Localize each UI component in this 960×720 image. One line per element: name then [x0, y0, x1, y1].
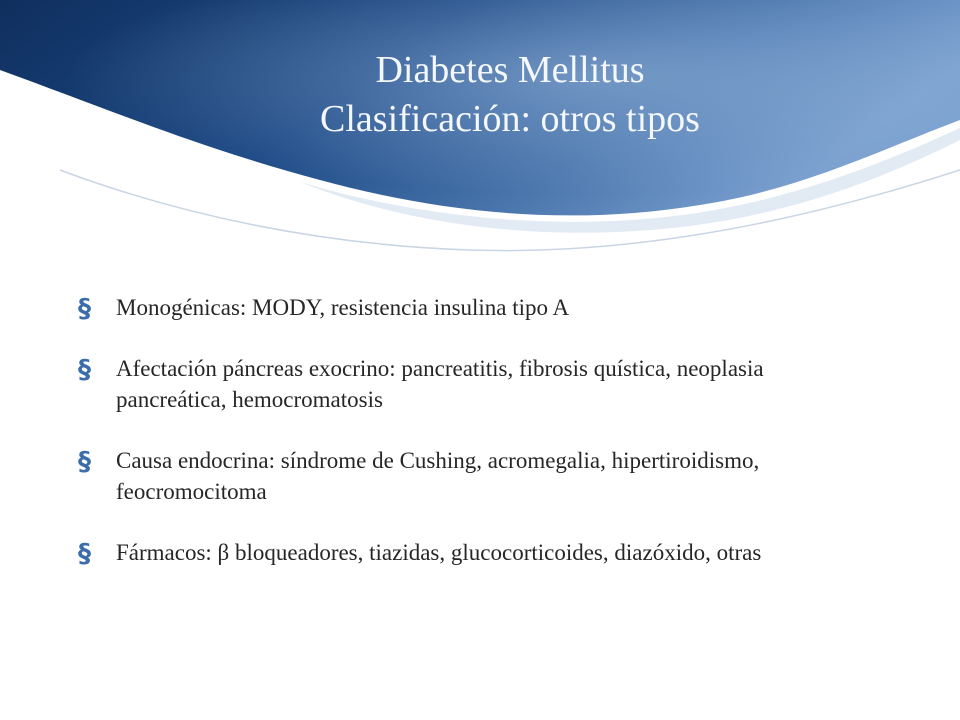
s-ornament-icon: §: [78, 294, 91, 324]
bullet-item-monogenicas: [78, 292, 878, 323]
bullet-item-farmacos: [78, 537, 878, 568]
bullet-list: [78, 292, 878, 598]
bullet-text: Causa endocrina: síndrome de Cushing, acromegalia, hipertiroidismo, feocromocitoma: [116, 448, 760, 504]
s-ornament-icon: §: [78, 447, 91, 477]
s-ornament-icon: §: [78, 539, 91, 569]
title-line-1: Diabetes Mellitus: [375, 49, 645, 91]
bullet-text: Fármacos: β bloqueadores, tiazidas, glucocorticoides, diazóxido, otras: [116, 540, 762, 565]
bullet-item-pancreas-exocrino: [78, 353, 878, 415]
bullet-text: Monogénicas: MODY, resistencia insulina tipo A: [116, 295, 570, 320]
title-line-2: Clasificación: otros tipos: [320, 98, 700, 140]
s-ornament-icon: §: [78, 355, 91, 385]
slide-title: [140, 46, 880, 144]
bullet-item-causa-endocrina: [78, 445, 878, 507]
bullet-text: Afectación páncreas exocrino: pancreatitis, fibrosis quística, neoplasia pancreática, hemocromatosis: [116, 356, 764, 412]
